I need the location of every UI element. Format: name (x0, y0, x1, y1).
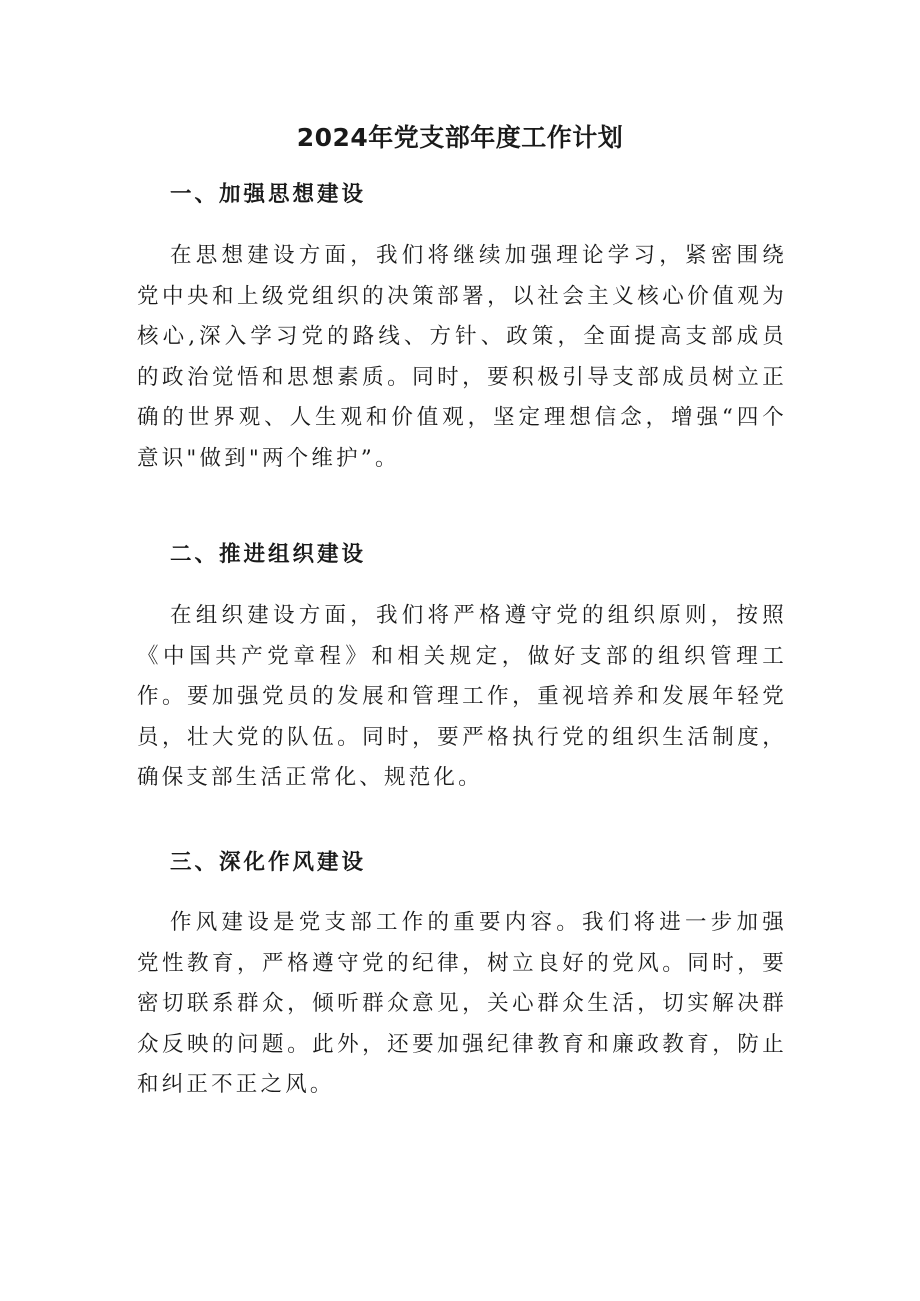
section-body-ideology: 在思想建设方面，我们将继续加强理论学习，紧密围绕党中央和上级党组织的决策部署，以社会主义核心价值观为核心,深入学习党的路线、方针、政策，全面提高支部成员的政治觉悟和思想素质。同时，要积极引导支部成员树立正确的世界观、人生观和价值观，坚定理想信念，增强“四个意识"做到"两个维护”。 (137, 243, 787, 471)
section-heading-work-style: 三、深化作风建设 (170, 850, 367, 875)
section-heading-organization: 二、推进组织建设 (170, 542, 367, 567)
section-body-work-style: 作风建设是党支部工作的重要内容。我们将进一步加强党性教育，严格遵守党的纪律，树立良好的党风。同时，要密切联系群众，倾听群众意见，关心群众生活，切实解决群众反映的问题。此外，还要加强纪律教育和廉政教育，防止和纠正不正之风。 (137, 910, 787, 1097)
section-body-organization: 在组织建设方面，我们将严格遵守党的组织原则，按照《中国共产党章程》和相关规定，做好支部的组织管理工作。要加强党员的发展和管理工作，重视培养和发展年轻党员，壮大党的队伍。同时，要严格执行党的组织生活制度，确保支部生活正常化、规范化。 (137, 603, 787, 790)
page-title: 2024年党支部年度工作计划 (296, 123, 624, 152)
section-heading-ideology: 一、加强思想建设 (170, 182, 367, 207)
